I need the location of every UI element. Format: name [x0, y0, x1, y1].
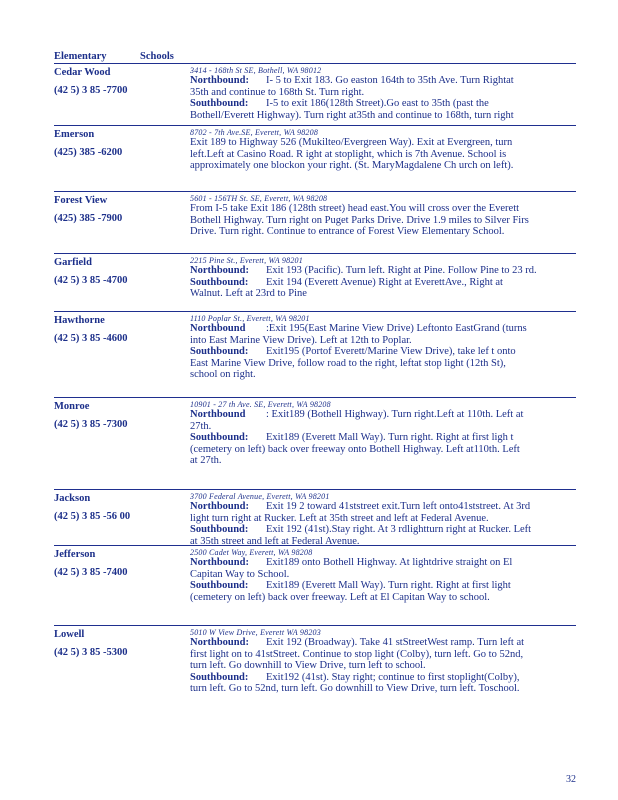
- direction-line: [190, 444, 576, 456]
- direction-text: turn left. Go to 52nd, turn left. Go downhill to View Drive, turn left. Toschool.: [190, 683, 520, 694]
- direction-line: [190, 455, 576, 467]
- school-name: Hawthorne: [54, 315, 105, 326]
- school-info: [54, 66, 190, 125]
- direction-line: [190, 203, 576, 215]
- header-elementary: Elementary: [54, 51, 107, 62]
- direction-label: Southbound:: [190, 524, 249, 535]
- school-phone: (425) 385 -6200: [54, 147, 123, 158]
- direction-text: school on right.: [190, 369, 256, 380]
- school-entry: [54, 126, 576, 192]
- direction-text: Exit 19 2 toward 41ststreet exit.Turn left onto41ststreet. At 3rd: [266, 501, 531, 512]
- direction-line: [190, 75, 576, 87]
- direction-line: [190, 536, 576, 548]
- direction-label: Northbound:: [190, 637, 249, 648]
- school-info: [54, 256, 190, 311]
- direction-label: Northbound: [190, 409, 246, 420]
- direction-line: [190, 592, 576, 604]
- school-name: Lowell: [54, 629, 85, 640]
- school-phone: (425) 385 -7900: [54, 213, 123, 224]
- school-entry: [54, 312, 576, 398]
- school-phone: (42 5) 3 85 -4700: [54, 275, 128, 286]
- school-phone: (42 5) 3 85 -4600: [54, 333, 128, 344]
- school-name: Emerson: [54, 129, 95, 140]
- direction-text: : Exit189 (Bothell Highway). Turn right.Left at 110th. Left at: [266, 409, 524, 420]
- direction-text: light turn right at Rucker. Left at 35th street and left at Federal Avenue.: [190, 512, 489, 524]
- school-address: 8702 - 7th Ave.SE, Everett, WA 98208: [190, 128, 319, 137]
- direction-line: [190, 110, 576, 122]
- school-address: 1110 Poplar St., Everett, WA 98201: [190, 314, 310, 323]
- direction-text: Exit 194 (Everett Avenue) Right at EverettAve., Right at: [266, 276, 503, 288]
- table-header: [54, 50, 576, 63]
- school-phone: (42 5) 3 85 -7300: [54, 419, 128, 430]
- direction-label: Northbound: [190, 323, 246, 334]
- direction-text: turn left. Go downhill to View Drive, turn left to school.: [190, 660, 426, 671]
- direction-line: [190, 649, 576, 661]
- direction-line: [190, 137, 576, 149]
- school-info: [54, 400, 190, 489]
- direction-text: Walnut. Left at 23rd to Pine: [190, 288, 307, 299]
- school-name: Jefferson: [54, 549, 96, 560]
- direction-line: [190, 513, 576, 525]
- direction-line: [190, 409, 576, 421]
- school-directions: [190, 492, 576, 545]
- school-entry: [54, 254, 576, 312]
- school-info: [54, 628, 190, 716]
- direction-text: I-5 to exit 186(128th Street).Go east to 35th (past the: [266, 98, 489, 109]
- school-info: [54, 492, 190, 545]
- direction-text: at 35th street and left at Federal Avenue.: [190, 535, 360, 547]
- direction-label: Northbound:: [190, 265, 249, 276]
- direction-line: [190, 524, 576, 536]
- page-number: 32: [566, 774, 576, 785]
- direction-text: Exit 192 (41st).Stay right. At 3 rdlightturn right at Rucker. Left: [266, 524, 532, 535]
- school-directions: [190, 548, 576, 625]
- direction-text: :Exit 195(East Marine View Drive) Leftonto EastGrand (turns: [266, 323, 527, 334]
- direction-line: [190, 346, 576, 358]
- direction-text: first light on to 41stStreet. Continue to stop light (Colby), turn left. Go to 52nd,: [190, 648, 524, 660]
- direction-text: left.Left at Casino Road. R ight at stoplight, which is 7th Avenue. School is: [190, 148, 507, 160]
- direction-line: [190, 683, 576, 695]
- school-entry: [54, 398, 576, 490]
- direction-text: Capitan Way to School.: [190, 568, 290, 580]
- school-phone: (42 5) 3 85 -5300: [54, 647, 128, 658]
- school-phone: (42 5) 3 85 -56 00: [54, 511, 131, 522]
- direction-line: [190, 98, 576, 110]
- school-directions: [190, 628, 576, 716]
- direction-text: Exit189 onto Bothell Highway. At lightdrive straight on El: [266, 557, 513, 568]
- school-entry: [54, 626, 576, 716]
- school-info: [54, 194, 190, 253]
- school-entry: [54, 64, 576, 126]
- direction-text: 35th and continue to 168th St. Turn right.: [190, 86, 365, 98]
- school-name: Garfield: [54, 257, 92, 268]
- school-entry: [54, 490, 576, 546]
- direction-label: Southbound:: [190, 671, 249, 683]
- direction-label: Northbound:: [190, 557, 249, 568]
- school-directions: [190, 256, 576, 311]
- direction-label: Southbound:: [190, 346, 249, 357]
- school-directions: [190, 66, 576, 125]
- school-name: Cedar Wood: [54, 67, 111, 78]
- school-address: 3414 - 168th St SE, Bothell, WA 98012: [190, 66, 322, 75]
- direction-text: Exit192 (41st). Stay right; continue to first stoplight(Colby),: [266, 671, 520, 683]
- direction-text: Exit189 (Everett Mall Way). Turn right. Right at first light: [266, 580, 511, 591]
- school-info: [54, 314, 190, 397]
- direction-line: [190, 358, 576, 370]
- school-directions: [190, 400, 576, 489]
- school-list: [54, 64, 576, 716]
- direction-text: 27th.: [190, 420, 212, 432]
- school-directions: [190, 128, 576, 191]
- header-schools: Schools: [140, 51, 174, 62]
- direction-label: Southbound:: [190, 98, 249, 109]
- direction-line: [190, 265, 576, 277]
- direction-label: Southbound:: [190, 580, 249, 591]
- school-address: 2500 Cadet Way, Everett, WA 98208: [190, 548, 313, 557]
- direction-text: Bothell/Everett Highway). Turn right at35th and continue to 168th, turn right: [190, 109, 514, 121]
- school-directions: [190, 194, 576, 253]
- school-directions: [190, 314, 576, 397]
- school-name: Jackson: [54, 493, 91, 504]
- school-address: 5601 - 156TH St. SE, Everett, WA 98208: [190, 194, 328, 203]
- direction-text: into East Marine View Drive). Left at 12th to Poplar.: [190, 334, 412, 346]
- direction-line: [190, 557, 576, 569]
- direction-line: [190, 288, 576, 300]
- direction-line: [190, 369, 576, 381]
- direction-text: Exit189 (Everett Mall Way). Turn right. Right at first ligh t: [266, 432, 514, 443]
- school-entry: [54, 546, 576, 626]
- school-address: 5010 W View Drive, Everett WA 98203: [190, 628, 321, 637]
- direction-text: Exit 192 (Broadway). Take 41 stStreetWest ramp. Turn left at: [266, 637, 525, 648]
- direction-line: [190, 660, 576, 672]
- school-name: Monroe: [54, 401, 90, 412]
- direction-line: [190, 160, 576, 172]
- direction-text: Exit195 (Portof Everett/Marine View Drive), take lef t onto: [266, 346, 516, 357]
- direction-line: [190, 323, 576, 335]
- school-info: [54, 548, 190, 625]
- school-name: Forest View: [54, 195, 108, 206]
- direction-text: I- 5 to Exit 183. Go easton 164th to 35th Ave. Turn Rightat: [266, 75, 514, 86]
- direction-line: [190, 87, 576, 99]
- school-phone: (42 5) 3 85 -7700: [54, 85, 128, 96]
- direction-text: approximately one blockon your right. (St. MaryMagdalene Ch urch on left).: [190, 160, 514, 171]
- direction-label: Southbound:: [190, 276, 249, 288]
- school-info: [54, 128, 190, 191]
- direction-text: East Marine View Drive, follow road to the right, leftat stop light (12th St),: [190, 357, 506, 369]
- direction-text: (cemetery on left) back over freeway onto Bothell Highway. Left at110th. Left: [190, 443, 520, 455]
- direction-text: Exit 193 (Pacific). Turn left. Right at Pine. Follow Pine to 23 rd.: [266, 265, 537, 276]
- direction-text: (cemetery on left) back over freeway. Left at El Capitan Way to school.: [190, 591, 490, 603]
- direction-line: [190, 335, 576, 347]
- direction-line: [190, 672, 576, 684]
- school-address: 3700 Federal Avenue, Everett, WA 98201: [190, 492, 330, 501]
- school-directions-page: [54, 50, 576, 716]
- school-entry: [54, 192, 576, 254]
- school-address: 10901 - 27 th Ave. SE, Everett, WA 98208: [190, 400, 331, 409]
- direction-line: [190, 569, 576, 581]
- direction-line: [190, 215, 576, 227]
- direction-label: Northbound:: [190, 75, 249, 86]
- school-phone: (42 5) 3 85 -7400: [54, 567, 128, 578]
- direction-line: [190, 580, 576, 592]
- direction-label: Northbound:: [190, 501, 249, 512]
- direction-line: [190, 277, 576, 289]
- direction-line: [190, 432, 576, 444]
- direction-line: [190, 226, 576, 238]
- direction-line: [190, 501, 576, 513]
- direction-text: at 27th.: [190, 455, 222, 466]
- direction-label: Southbound:: [190, 432, 249, 443]
- direction-text: Bothell Highway. Turn right on Puget Parks Drive. Drive 1.9 miles to Silver Firs: [190, 214, 529, 226]
- direction-text: Drive. Turn right. Continue to entrance of Forest View Elementary School.: [190, 226, 505, 237]
- direction-text: Exit 189 to Highway 526 (Mukilteo/Evergreen Way). Exit at Evergreen, turn: [190, 137, 513, 148]
- direction-line: [190, 421, 576, 433]
- school-address: 2215 Pine St., Everett, WA 98201: [190, 256, 303, 265]
- direction-line: [190, 637, 576, 649]
- direction-line: [190, 149, 576, 161]
- direction-text: From I-5 take Exit 186 (128th street) head east.You will cross over the Everett: [190, 203, 520, 214]
